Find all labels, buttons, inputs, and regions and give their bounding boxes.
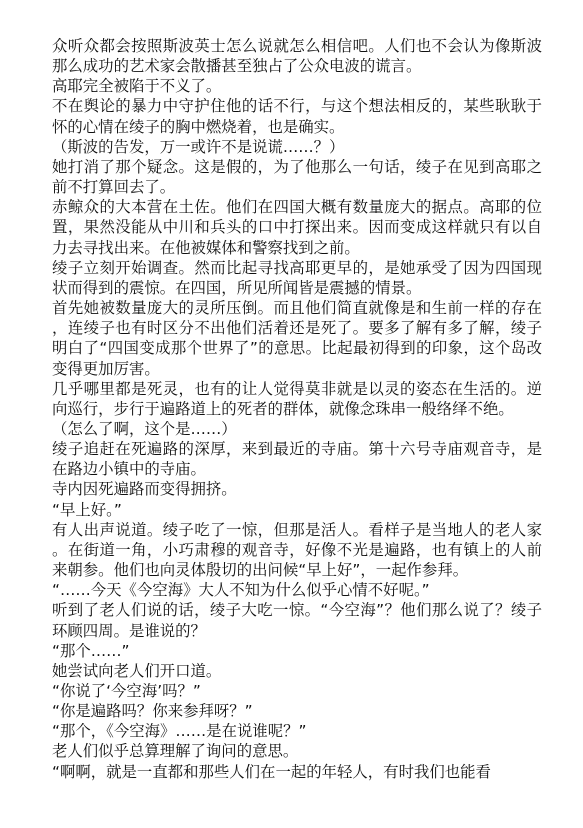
paragraph: 众听众都会按照斯波英士怎么说就怎么相信吧。人们也不会认为像斯波那么成功的艺术家会散播甚至独占了公众电波的谎言。 <box>52 37 542 76</box>
paragraph: （斯波的告发，万一或许不是说谎……？） <box>52 137 345 156</box>
paragraph: 不在舆论的暴力中守护住他的话不行，与这个想法相反的，某些耿耿于怀的心情在绫子的胸中燃烧着，也是确实。 <box>52 97 542 136</box>
paragraph: 首先她被数量庞大的灵所压倒。而且他们简直就像是和生前一样的存在，连绫子也有时区分不出他们活着还是死了。要多了解有多了解，绫子明白了“四国变成那个世界了”的意思。比起最初得到的印象，这个岛改变得更加厉害。 <box>52 299 542 378</box>
paragraph: 她打消了那个疑念。这是假的，为了他那么一句话，绫子在见到高耶之前不打算回去了。 <box>52 157 542 197</box>
paragraph: （怎么了啊，这个是……） <box>52 419 237 438</box>
document-page <box>52 36 542 782</box>
paragraph: 赤鲸众的大本营在土佐。他们在四国大概有数量庞大的据点。高耶的位置，果然没能从中川和兵头的口中打探出来。因而变成这样就只有以自力去寻找出来。在他被媒体和警察找到之前。 <box>52 198 542 257</box>
paragraph: 听到了老人们说的话，绫子大吃一惊。“今空海”？他们那么说了？绫子环顾四周。是谁说的？ <box>52 601 542 640</box>
paragraph: 有人出声说道。绫子吃了一惊，但那是活人。看样子是当地人的老人家。在街道一角，小巧肃穆的观音寺，好像不光是遍路，也有镇上的人前来朝参。他们也向灵体殷切的出问候“早上好”，一起作参拜。 <box>52 520 542 580</box>
paragraph: 几乎哪里都是死灵，也有的让人觉得莫非就是以灵的姿态在生活的。逆向巡行，步行于遍路道上的死者的群体，就像念珠串一般络绎不绝。 <box>52 379 542 418</box>
paragraph: 老人们似乎总算理解了询问的意思。 <box>52 742 299 761</box>
paragraph: 高耶完全被陷于不义了。 <box>52 77 222 96</box>
paragraph: “早上好。” <box>52 500 122 519</box>
paragraph: 绫子立刻开始调查。然而比起寻找高耶更早的，是她承受了因为四国现状而得到的震惊。在四国，所见所闻皆是震撼的情景。 <box>52 258 542 297</box>
paragraph: “那个，《今空海》……是在说谁呢？” <box>52 722 307 741</box>
paragraph: “那个……” <box>52 641 130 660</box>
paragraph: “……今天《今空海》大人不知为什么似乎心情不好呢。” <box>52 581 430 600</box>
paragraph: 绫子追赶在死遍路的深厚，来到最近的寺庙。第十六号寺庙观音寺，是在路边小镇中的寺庙。 <box>52 440 542 479</box>
paragraph: “啊啊，就是一直都和那些人们在一起的年轻人，有时我们也能看 <box>52 762 491 781</box>
paragraph: 寺内因死遍路而变得拥挤。 <box>52 480 237 499</box>
paragraph: 她尝试向老人们开口道。 <box>52 661 222 680</box>
paragraph: “你是遍路吗？你来参拜呀？” <box>52 702 253 721</box>
paragraph: “你说了‘今空海’吗？” <box>52 682 201 700</box>
